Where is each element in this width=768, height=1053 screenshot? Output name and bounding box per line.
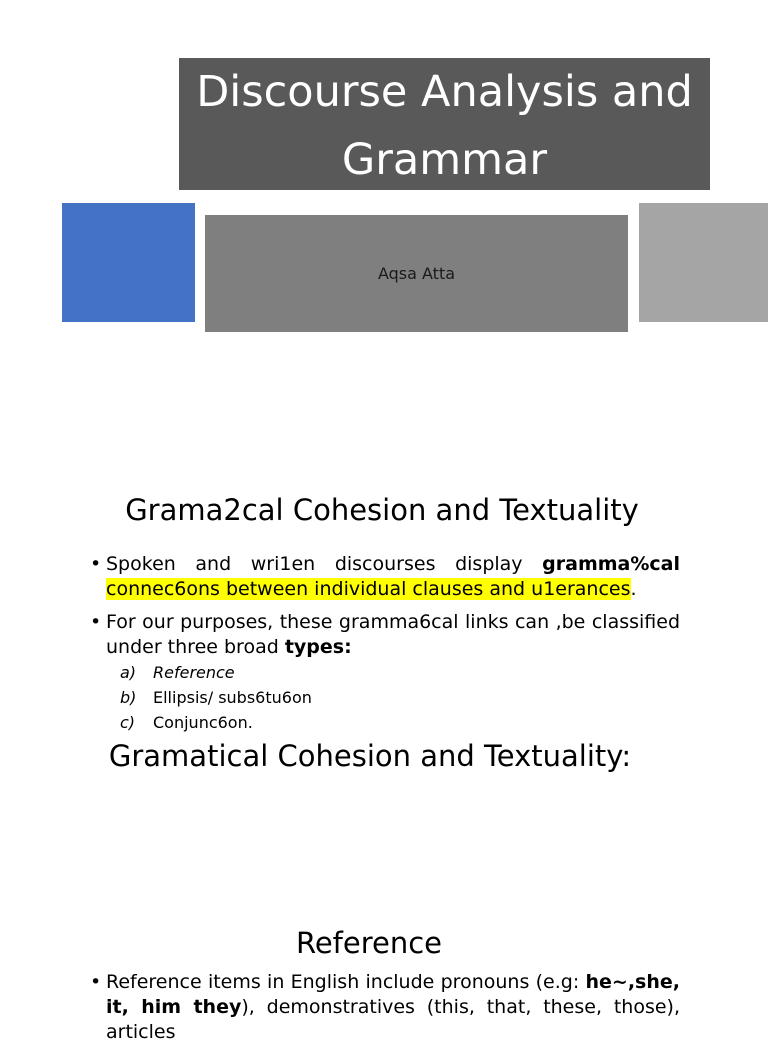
sub-list-marker: b) bbox=[120, 688, 137, 707]
sub-list-text: Conjunc6on. bbox=[153, 713, 253, 732]
bullet-text: Reference items in English include pronouns (e.g: bbox=[106, 971, 586, 993]
sub-list-item bbox=[106, 685, 680, 710]
sub-list-item bbox=[106, 660, 680, 685]
sub-list-item bbox=[106, 710, 680, 735]
bullet-item bbox=[90, 552, 680, 602]
author-name: Aqsa Atta bbox=[377, 264, 456, 283]
sub-list-text: Ellipsis/ subs6tu6on bbox=[153, 688, 312, 707]
highlighted-text: connec6ons between individual clauses and u1erances bbox=[106, 578, 631, 600]
slide-title-line1: Discourse Analysis and bbox=[196, 67, 693, 117]
slide-title-line2: Grammar bbox=[341, 135, 548, 185]
slide4-heading: Reference bbox=[295, 926, 443, 960]
bullet-bold-text: types: bbox=[284, 636, 352, 658]
sub-list-text: Reference bbox=[153, 663, 235, 682]
subtitle-box bbox=[205, 215, 628, 332]
slide2-bullet-list bbox=[90, 552, 680, 743]
bullet-item bbox=[90, 610, 680, 735]
grey-decorative-square bbox=[639, 203, 768, 322]
bullet-bold-text: gramma%cal bbox=[542, 553, 680, 575]
blue-decorative-square bbox=[62, 203, 195, 322]
bullet-bold-text: he~,she, it, him they bbox=[106, 971, 680, 1018]
sub-list bbox=[106, 660, 680, 735]
slide2-heading: Grama2cal Cohesion and Textuality bbox=[125, 493, 639, 527]
bullet-text: For our purposes, these gramma6cal links can ,be classified under three broad bbox=[106, 611, 680, 658]
bullet-text: Spoken and wri1en discourses display bbox=[106, 553, 543, 575]
bullet-text: . bbox=[630, 578, 637, 600]
slide4-bullet-list bbox=[90, 970, 680, 1053]
sub-list-marker: a) bbox=[120, 663, 137, 682]
slide-title bbox=[179, 58, 710, 190]
sub-list-marker: c) bbox=[120, 713, 136, 732]
bullet-item bbox=[90, 970, 680, 1045]
slide3-heading: Gramatical Cohesion and Textuality: bbox=[108, 739, 632, 773]
bullet-text: ), demonstratives (this, that, these, those), articles bbox=[106, 996, 680, 1043]
